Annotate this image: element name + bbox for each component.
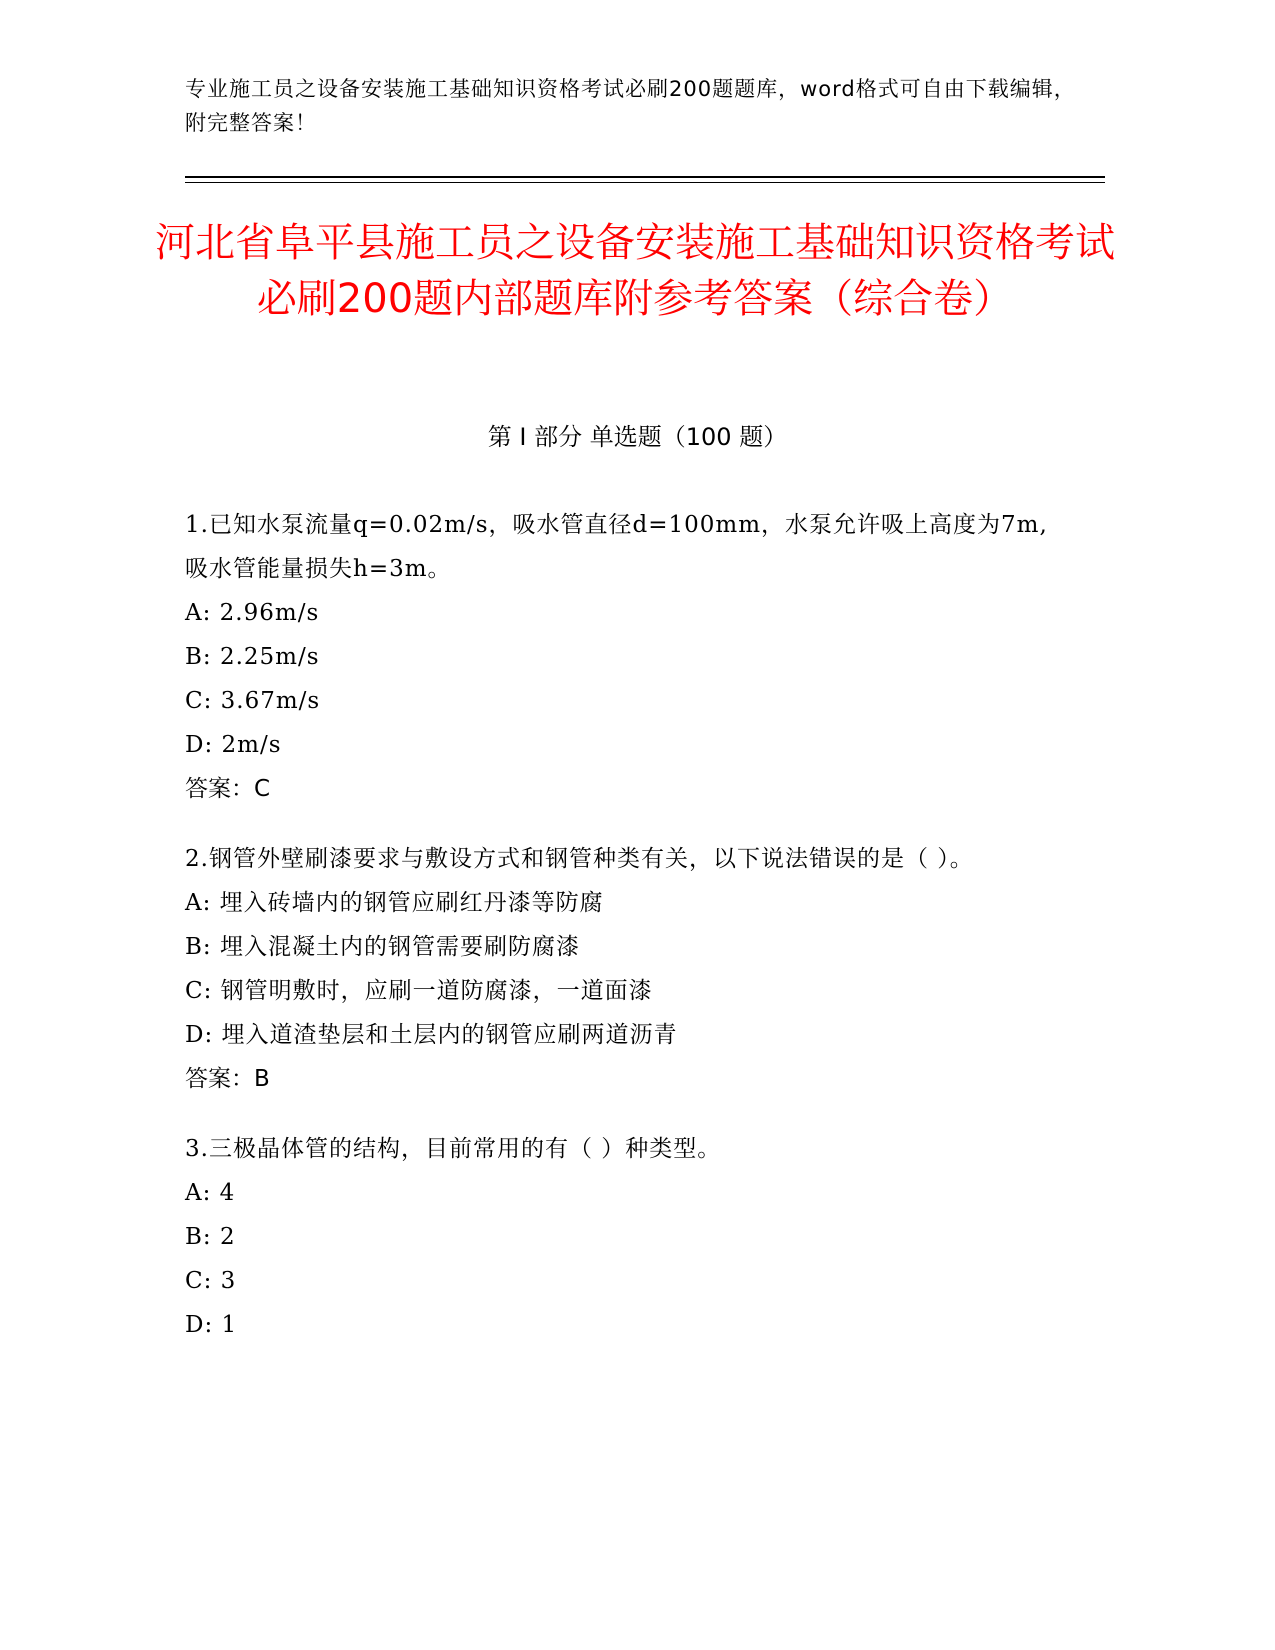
option-c: C: 钢管明敷时，应刷一道防腐漆，一道面漆 [185, 978, 653, 1004]
section-heading: 第 I 部分 单选题（100 题） [487, 423, 788, 451]
question-text: 3.三极晶体管的结构，目前常用的有（ ）种类型。 [185, 1136, 722, 1162]
header-divider-thin [185, 182, 1105, 183]
option-a: A: 埋入砖墙内的钢管应刷红丹漆等防腐 [185, 890, 604, 916]
option-a: A: 4 [185, 1180, 236, 1206]
header-note: 专业施工员之设备安装施工基础知识资格考试必刷200题题库，word格式可自由下载编辑，附完整答案！ [185, 77, 1076, 135]
option-c: C: 3 [185, 1268, 237, 1294]
question-3 [185, 1127, 1065, 1347]
option-b: B: 埋入混凝土内的钢管需要刷防腐漆 [185, 934, 580, 960]
option-a: A: 2.96m/s [185, 600, 320, 626]
question-2 [185, 837, 1065, 1101]
option-d: D: 埋入道渣垫层和土层内的钢管应刷两道沥青 [185, 1022, 678, 1048]
answer: 答案：B [185, 1066, 270, 1092]
question-text: 2.钢管外壁刷漆要求与敷设方式和钢管种类有关，以下说法错误的是（ ）。 [185, 846, 974, 872]
answer: 答案：C [185, 776, 271, 802]
option-d: D: 1 [185, 1312, 238, 1338]
option-c: C: 3.67m/s [185, 688, 321, 714]
document-title: 河北省阜平县施工员之设备安装施工基础知识资格考试必刷200题内部题库附参考答案（综合卷） [155, 220, 1115, 322]
question-text: 1.已知水泵流量q=0.02m/s，吸水管直径d=100mm，水泵允许吸上高度为7m,吸水管能量损失h=3m。 [185, 512, 1048, 582]
header-divider-thick [185, 176, 1105, 178]
question-1 [185, 503, 1065, 811]
option-d: D: 2m/s [185, 732, 282, 758]
option-b: B: 2.25m/s [185, 644, 320, 670]
option-b: B: 2 [185, 1224, 236, 1250]
question-list [185, 503, 1065, 1373]
